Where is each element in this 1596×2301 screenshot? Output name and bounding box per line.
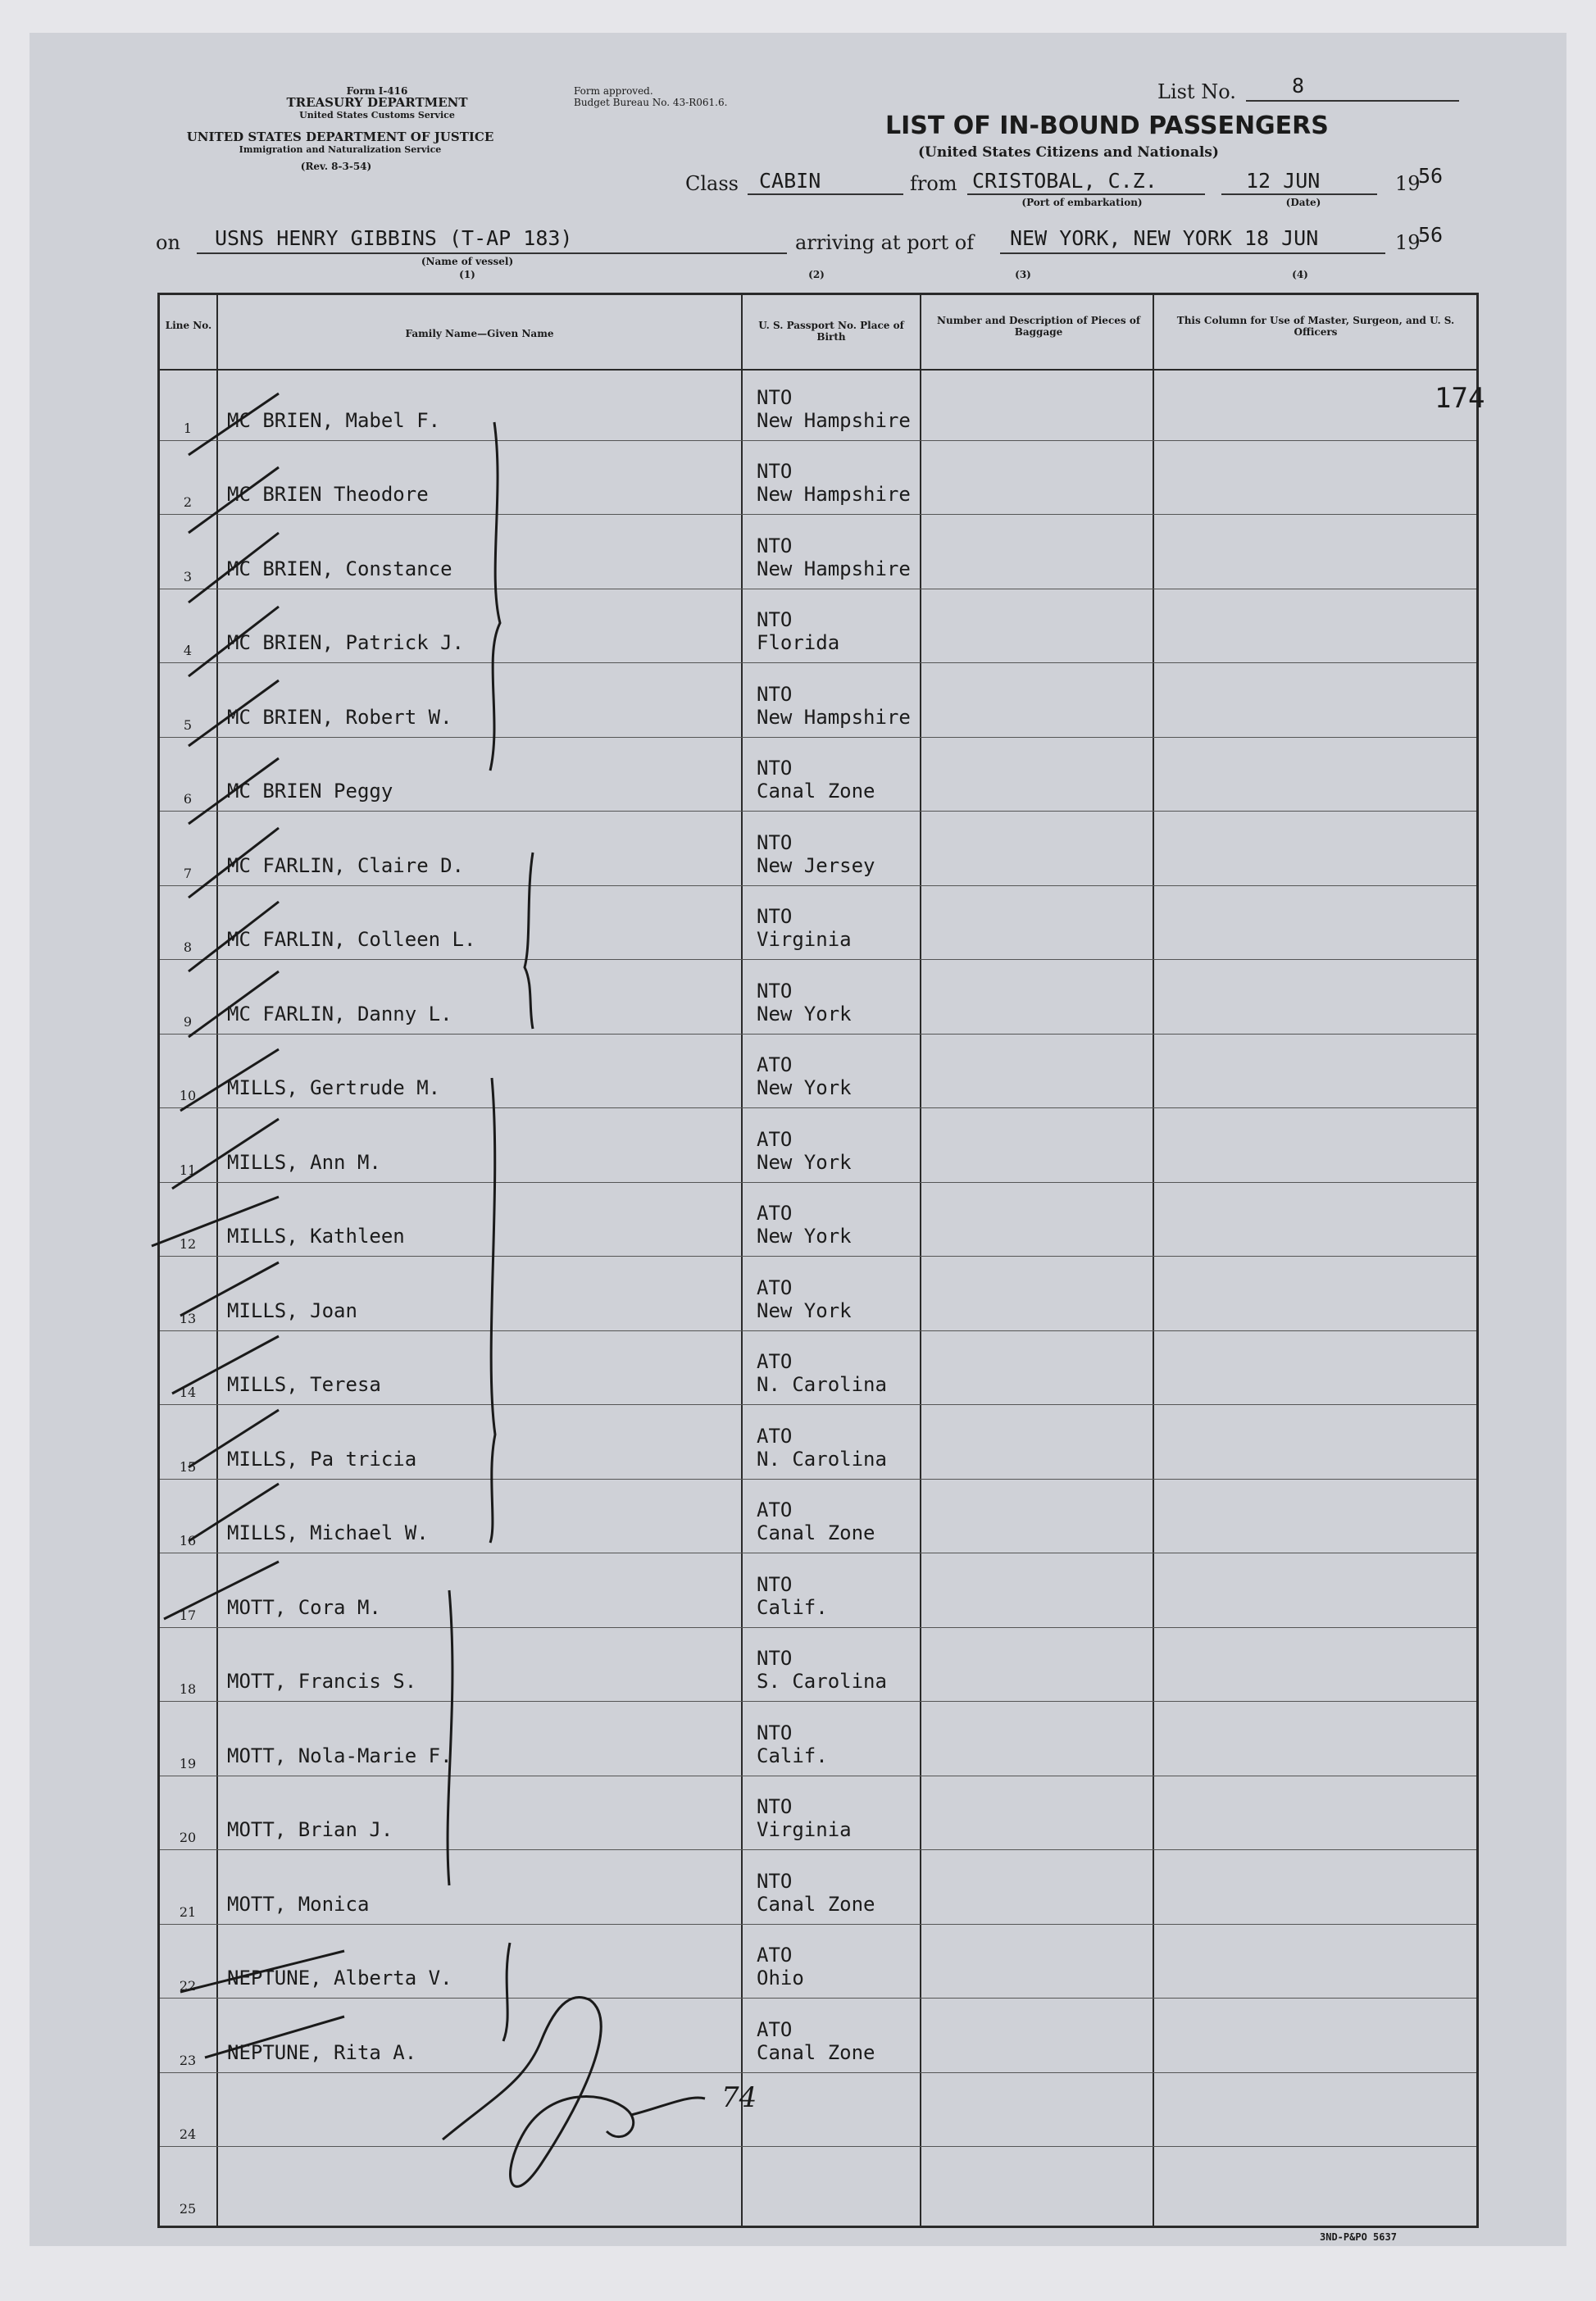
bracket-mott bbox=[448, 1590, 452, 1885]
place-of-birth: Calif. bbox=[757, 1595, 828, 1619]
line-number: 7 bbox=[183, 865, 193, 881]
passport-no: ATO bbox=[757, 1944, 793, 1967]
vessel-name: USNS HENRY GIBBINS (T-AP 183) bbox=[215, 226, 573, 250]
bracket-mcbrien bbox=[490, 422, 500, 771]
check-mark bbox=[180, 1262, 279, 1316]
check-mark bbox=[152, 1197, 279, 1246]
year-prefix-1: 19 bbox=[1395, 172, 1421, 195]
passport-no: NTO bbox=[757, 385, 793, 409]
form-number: Form I-416 bbox=[346, 85, 408, 97]
signature-initials: 74 bbox=[721, 2081, 757, 2114]
passenger-name: MOTT, Francis S. bbox=[227, 1670, 417, 1693]
header-officers: This Column for Use of Master, Surgeon, and U. S. Officers bbox=[1176, 315, 1455, 338]
date-value: 12 JUN bbox=[1246, 169, 1321, 193]
line-number: 8 bbox=[183, 939, 193, 955]
header-line-no: Line No. bbox=[165, 320, 212, 331]
passenger-name: MILLS, Gertrude M. bbox=[227, 1076, 441, 1099]
passenger-name: MOTT, Nola-Marie F. bbox=[227, 1744, 452, 1767]
arriving-label: arriving at port of bbox=[795, 231, 975, 254]
passenger-name: MILLS, Michael W. bbox=[227, 1521, 429, 1544]
passport-no: ATO bbox=[757, 1276, 793, 1299]
place-of-birth: New York bbox=[757, 1298, 852, 1322]
class-value: CABIN bbox=[759, 169, 821, 193]
passport-no: NTO bbox=[757, 1572, 793, 1596]
passport-no: ATO bbox=[757, 1127, 793, 1151]
date-caption: (Date) bbox=[1285, 197, 1321, 208]
check-mark bbox=[189, 393, 279, 455]
passport-no: NTO bbox=[757, 534, 793, 557]
passenger-name: MC BRIEN, Mabel F. bbox=[227, 408, 441, 432]
line-number: 16 bbox=[179, 1533, 197, 1548]
place-of-birth: Virginia bbox=[757, 1818, 852, 1841]
line-number: 23 bbox=[179, 2052, 197, 2068]
form-revision: (Rev. 8-3-54) bbox=[300, 161, 372, 172]
check-mark bbox=[189, 680, 279, 746]
dept-justice: UNITED STATES DEPARTMENT OF JUSTICE bbox=[186, 130, 494, 144]
page-stamp-number: 174 bbox=[1435, 382, 1485, 415]
check-mark bbox=[180, 1049, 279, 1111]
passenger-name: MC BRIEN Theodore bbox=[227, 483, 429, 506]
passport-no: ATO bbox=[757, 1498, 793, 1521]
col-4-caption: (4) bbox=[1292, 269, 1308, 280]
line-number: 17 bbox=[179, 1607, 197, 1623]
year-2: 56 bbox=[1418, 223, 1444, 247]
bracket-mcfarlin bbox=[525, 853, 533, 1029]
passport-no: NTO bbox=[757, 1721, 793, 1744]
place-of-birth: Virginia bbox=[757, 928, 852, 951]
check-mark bbox=[189, 1484, 279, 1541]
passenger-name: MC BRIEN, Constance bbox=[227, 557, 452, 580]
place-of-birth: New Hampshire bbox=[757, 408, 911, 432]
check-mark bbox=[172, 1336, 279, 1394]
check-mark bbox=[205, 2017, 344, 2058]
line-number: 18 bbox=[179, 1681, 197, 1697]
place-of-birth: New York bbox=[757, 1225, 852, 1248]
passport-no: NTO bbox=[757, 460, 793, 483]
check-mark bbox=[189, 607, 279, 676]
check-mark bbox=[189, 828, 279, 898]
place-of-birth: Canal Zone bbox=[757, 1521, 875, 1544]
passport-no: ATO bbox=[757, 1202, 793, 1225]
arrival-port: NEW YORK, NEW YORK 18 JUN bbox=[1010, 226, 1319, 250]
passport-no: NTO bbox=[757, 979, 793, 1003]
check-mark bbox=[189, 533, 279, 603]
col-2-caption: (2) bbox=[808, 269, 825, 280]
port-caption: (Port of embarkation) bbox=[1021, 197, 1143, 208]
dept-treasury-sub: United States Customs Service bbox=[299, 110, 455, 121]
check-mark bbox=[189, 971, 279, 1037]
passenger-name: NEPTUNE, Rita A. bbox=[227, 2040, 417, 2064]
passenger-name: MOTT, Brian J. bbox=[227, 1818, 393, 1841]
line-number: 4 bbox=[183, 643, 193, 658]
place-of-birth: New Hampshire bbox=[757, 483, 911, 506]
place-of-birth: N. Carolina bbox=[757, 1373, 887, 1396]
passenger-name: MC FARLIN, Danny L. bbox=[227, 1002, 452, 1025]
check-mark bbox=[189, 467, 279, 533]
place-of-birth: Calif. bbox=[757, 1744, 828, 1767]
place-of-birth: New Hampshire bbox=[757, 557, 911, 580]
line-number: 21 bbox=[179, 1903, 197, 1920]
passport-no: NTO bbox=[757, 608, 793, 631]
place-of-birth: N. Carolina bbox=[757, 1447, 887, 1471]
line-number: 15 bbox=[179, 1458, 197, 1475]
line-number: 22 bbox=[179, 1978, 197, 1994]
dept-treasury: TREASURY DEPARTMENT bbox=[286, 95, 468, 110]
from-value: CRISTOBAL, C.Z. bbox=[972, 169, 1157, 193]
place-of-birth: Canal Zone bbox=[757, 780, 875, 803]
signature-tail bbox=[631, 2098, 705, 2115]
passport-no: NTO bbox=[757, 1795, 793, 1818]
passport-no: NTO bbox=[757, 757, 793, 780]
place-of-birth: New York bbox=[757, 1150, 852, 1174]
passenger-name: MC BRIEN, Patrick J. bbox=[227, 631, 464, 654]
line-number: 11 bbox=[179, 1162, 197, 1178]
passenger-name: MC BRIEN Peggy bbox=[227, 780, 393, 803]
year-prefix-2: 19 bbox=[1395, 231, 1421, 254]
check-mark bbox=[189, 1410, 279, 1467]
bracket-neptune bbox=[503, 1943, 510, 2041]
check-mark bbox=[180, 1951, 344, 1992]
passport-no: NTO bbox=[757, 905, 793, 928]
page-subtitle: (United States Citizens and Nationals) bbox=[918, 144, 1219, 161]
check-mark bbox=[172, 1119, 279, 1189]
place-of-birth: S. Carolina bbox=[757, 1670, 887, 1693]
passenger-name: MC BRIEN, Robert W. bbox=[227, 705, 452, 729]
header-passport: U. S. Passport No. Place of Birth bbox=[758, 320, 904, 343]
passenger-name: MILLS, Joan bbox=[227, 1298, 357, 1322]
passenger-name: MOTT, Monica bbox=[227, 1892, 370, 1916]
line-number: 14 bbox=[179, 1385, 197, 1400]
place-of-birth: Canal Zone bbox=[757, 2040, 875, 2064]
header-baggage: Number and Description of Pieces of Baggage bbox=[937, 315, 1140, 338]
form-approved: Form approved. bbox=[574, 85, 653, 97]
line-number: 5 bbox=[183, 716, 193, 733]
line-number: 20 bbox=[179, 1830, 197, 1845]
passenger-name: MILLS, Kathleen bbox=[227, 1225, 405, 1248]
line-number: 2 bbox=[183, 494, 193, 510]
class-label: Class bbox=[685, 172, 739, 195]
check-mark bbox=[189, 758, 279, 824]
line-number: 6 bbox=[183, 791, 193, 807]
place-of-birth: New Jersey bbox=[757, 853, 875, 877]
passenger-name: MILLS, Pa tricia bbox=[227, 1447, 417, 1471]
check-mark bbox=[164, 1562, 279, 1619]
line-number: 25 bbox=[179, 2200, 197, 2217]
col-3-caption: (3) bbox=[1015, 269, 1031, 280]
passport-no: NTO bbox=[757, 1647, 793, 1670]
passenger-name: MILLS, Ann M. bbox=[227, 1150, 381, 1174]
year-1: 56 bbox=[1418, 164, 1444, 188]
place-of-birth: Ohio bbox=[757, 1967, 804, 1990]
line-number: 3 bbox=[183, 568, 193, 584]
passenger-name: NEPTUNE, Alberta V. bbox=[227, 1967, 452, 1990]
passenger-name: MC FARLIN, Colleen L. bbox=[227, 928, 476, 951]
line-number: 12 bbox=[179, 1236, 197, 1252]
vessel-caption: (Name of vessel) bbox=[421, 256, 514, 267]
passport-no: NTO bbox=[757, 830, 793, 854]
from-label: from bbox=[910, 172, 957, 195]
passport-no: ATO bbox=[757, 2017, 793, 2041]
passport-no: NTO bbox=[757, 1869, 793, 1893]
line-number: 19 bbox=[179, 1755, 197, 1771]
printer-mark: 3ND-P&PO 5637 bbox=[1320, 2231, 1397, 2243]
line-number: 24 bbox=[179, 2126, 197, 2142]
line-number: 1 bbox=[183, 420, 193, 436]
place-of-birth: New York bbox=[757, 1002, 852, 1025]
header-name: Family Name—Given Name bbox=[405, 328, 554, 339]
list-no-label: List No. bbox=[1157, 80, 1236, 103]
place-of-birth: New York bbox=[757, 1076, 852, 1099]
page-title: LIST OF IN-BOUND PASSENGERS bbox=[885, 111, 1329, 140]
place-of-birth: Canal Zone bbox=[757, 1892, 875, 1916]
passenger-name: MOTT, Cora M. bbox=[227, 1595, 381, 1619]
list-no-value: 8 bbox=[1292, 74, 1305, 98]
passenger-name: MILLS, Teresa bbox=[227, 1373, 381, 1396]
passport-no: ATO bbox=[757, 1053, 793, 1076]
budget-bureau: Budget Bureau No. 43-R061.6. bbox=[574, 97, 728, 108]
passport-no: NTO bbox=[757, 682, 793, 706]
line-number: 13 bbox=[179, 1310, 197, 1326]
passport-no: ATO bbox=[757, 1424, 793, 1448]
col-1-caption: (1) bbox=[459, 269, 475, 280]
dept-justice-sub: Immigration and Naturalization Service bbox=[239, 144, 442, 155]
place-of-birth: Florida bbox=[757, 631, 840, 654]
place-of-birth: New Hampshire bbox=[757, 705, 911, 729]
line-number: 9 bbox=[183, 1013, 193, 1030]
passport-no: ATO bbox=[757, 1350, 793, 1373]
line-number: 10 bbox=[179, 1088, 197, 1103]
check-mark bbox=[189, 902, 279, 971]
bracket-mills bbox=[490, 1078, 495, 1543]
signature-scribble bbox=[443, 1998, 634, 2187]
passenger-name: MC FARLIN, Claire D. bbox=[227, 853, 464, 877]
on-label: on bbox=[156, 231, 180, 254]
